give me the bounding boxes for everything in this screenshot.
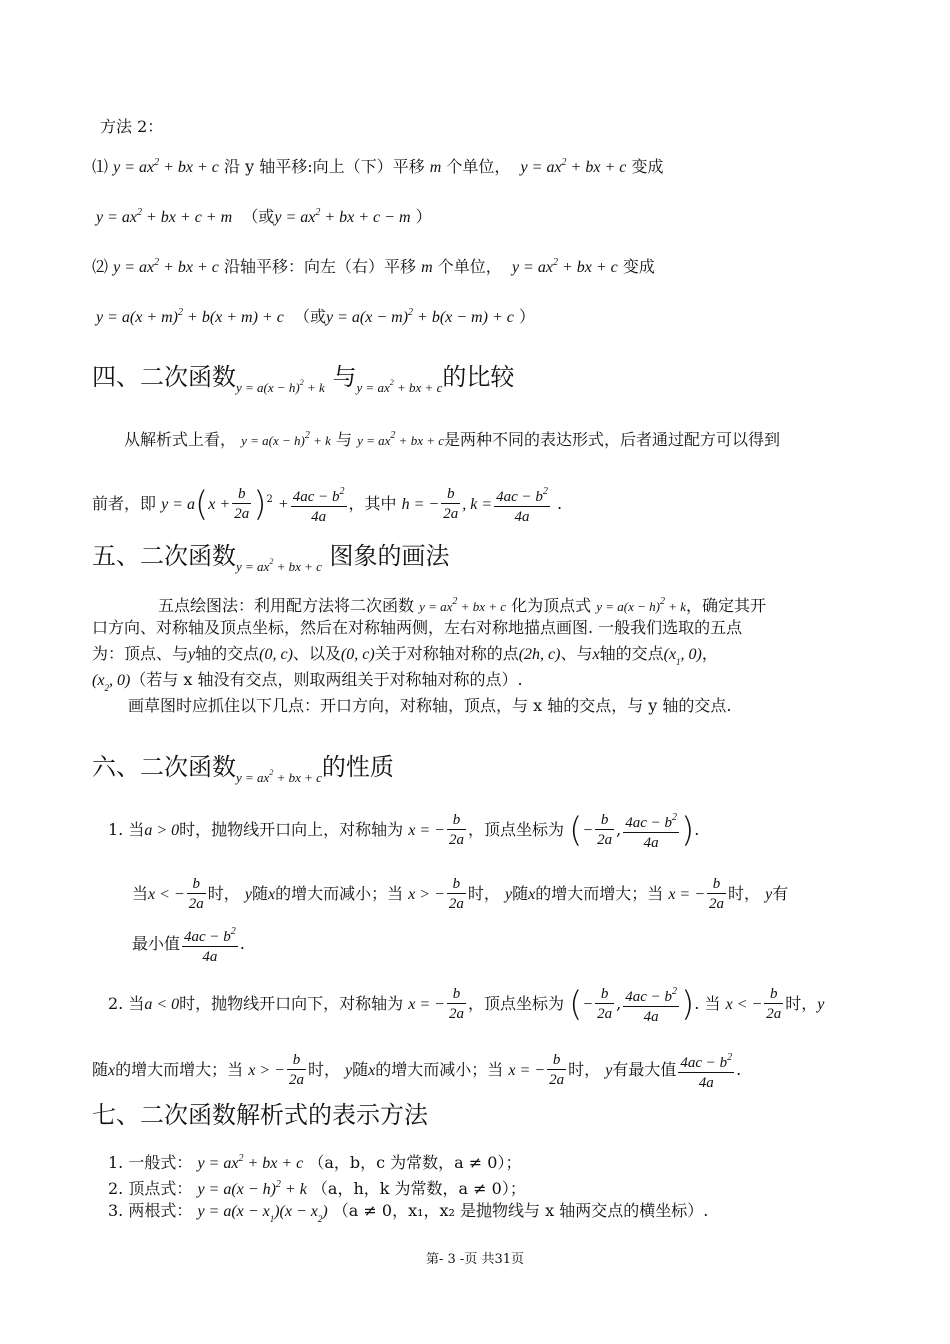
page-footer: 第- 3 -页 共31页 (426, 1252, 524, 1267)
section5-para1: 五点绘图法：利用配方法将二次函数 $y = ax^2$ + bx + c 化为顶点式 $y = a(x - h)^2 + k$，确定其开 (158, 596, 767, 615)
section6-item1-line2: 当x < − $\frac{b}{2a}$ 时， y随x的增大而减小；当 x > − $\frac{b}{2a}$ 时， y随x的增大而增大；当 x = − $\frac{b}{2a}$ 时， y有 (132, 876, 789, 912)
section7-item3: 3. 两根式： $y = a(x - x_1)(x - x_2)$ （a ≠ 0，x₁，x₂ 是抛物线与 x 轴两交点的横坐标）. (108, 1201, 709, 1224)
section5-para5: 画草图时应抓住以下几点：开口方向，对称轴，顶点，与 x 轴的交点，与 y 轴的交点. (128, 696, 732, 715)
section5-heading: 五、二次函数$_{y = ax^2 + bx + c}$ 图象的画法 (92, 542, 450, 574)
section5-para2: 口方向、对称轴及顶点坐标，然后在对称轴两侧，左右对称地描点画图. 一般我们选取的五点 (92, 618, 743, 637)
method2-item2-line1: ⑵ $y = ax^2$ + bx + c 沿轴平移：向左（右）平移 m 个单位， $y = ax^2$ + bx + c 变成 (92, 257, 655, 276)
section7-item2: 2. 顶点式： $y = a(x - h)^2 + k$ （a，h，k 为常数，a ≠ 0）； (108, 1179, 526, 1198)
section4-para2: 前者，即 y = a(x + $\frac{b}{2a}$ )$^2$ + $\frac{4ac - b^2}{4a}$ ，其中 h = − $\frac{b}{2a}$ , k = $\frac{4ac - b^2}{4a}$ . (92, 484, 563, 525)
section5-para3: 为：顶点、与y轴的交点(0, c)、以及(0, c)关于对称轴对称的点(2h, c)、与x轴的交点($x_1$, 0)， (92, 644, 718, 667)
method2-item1-line1: ⑴ $y = ax^2$ + bx + c 沿 y 轴平移:向上（下）平移 m 个单位， $y = ax^2$ + bx + c 变成 (92, 157, 664, 176)
section7-heading: 七、二次函数解析式的表示方法 (92, 1101, 428, 1129)
method2-item1-line2: $y = ax^2$ + bx + c + m （或$y = ax^2$ + bx + c − m ） (96, 207, 432, 226)
section4-para1: 从解析式上看， $y = a(x - h)^2 + k$ 与 $y = ax^2$ + bx + c是两种不同的表达形式，后者通过配方可以得到 (124, 430, 781, 449)
section6-item2: 2. 当a < 0时，抛物线开口向下，对称轴为 x = − $\frac{b}{2a}$ ，顶点坐标为 (− $\frac{b}{2a}$ , $\frac{4ac - b^2}{4a}$ ). 当 x < − $\frac{b}{2a}$ 时，y (108, 984, 825, 1025)
section4-heading: 四、二次函数$_{y = a(x - h)^2 + k}$ 与$_{y = ax^2 + bx + c}$的比较 (92, 363, 515, 395)
section6-item1: 1. 当a > 0时，抛物线开口向上，对称轴为 x = − $\frac{b}{2a}$ ，顶点坐标为 (− $\frac{b}{2a}$ , $\frac{4ac - b^2}{4a}$ ). (108, 810, 700, 851)
section6-heading: 六、二次函数$_{y = ax^2 + bx + c}$的性质 (92, 753, 394, 785)
section5-para4: ($x_2$, 0)（若与 x 轴没有交点，则取两组关于对称轴对称的点）. (92, 670, 523, 693)
section7-item1: 1. 一般式： $y = ax^2$ + bx + c （a，b，c 为常数，a ≠ 0）； (108, 1153, 522, 1172)
method2-item2-line2: $y = a(x + m)^2 + b(x + m) + c$ （或$y = a(x - m)^2 + b(x - m) + c$ ） (96, 307, 535, 326)
section6-item1-line3: 最小值 $\frac{4ac - b^2}{4a}$ . (132, 922, 245, 967)
method2-label: 方法 2： (100, 117, 164, 136)
section6-item2-line2: 随x的增大而增大；当 x > − $\frac{b}{2a}$ 时， y随x的增大而减小；当 x = − $\frac{b}{2a}$ 时， y有最大值 $\frac{4ac - b^2}{4a}$ . (92, 1048, 741, 1093)
